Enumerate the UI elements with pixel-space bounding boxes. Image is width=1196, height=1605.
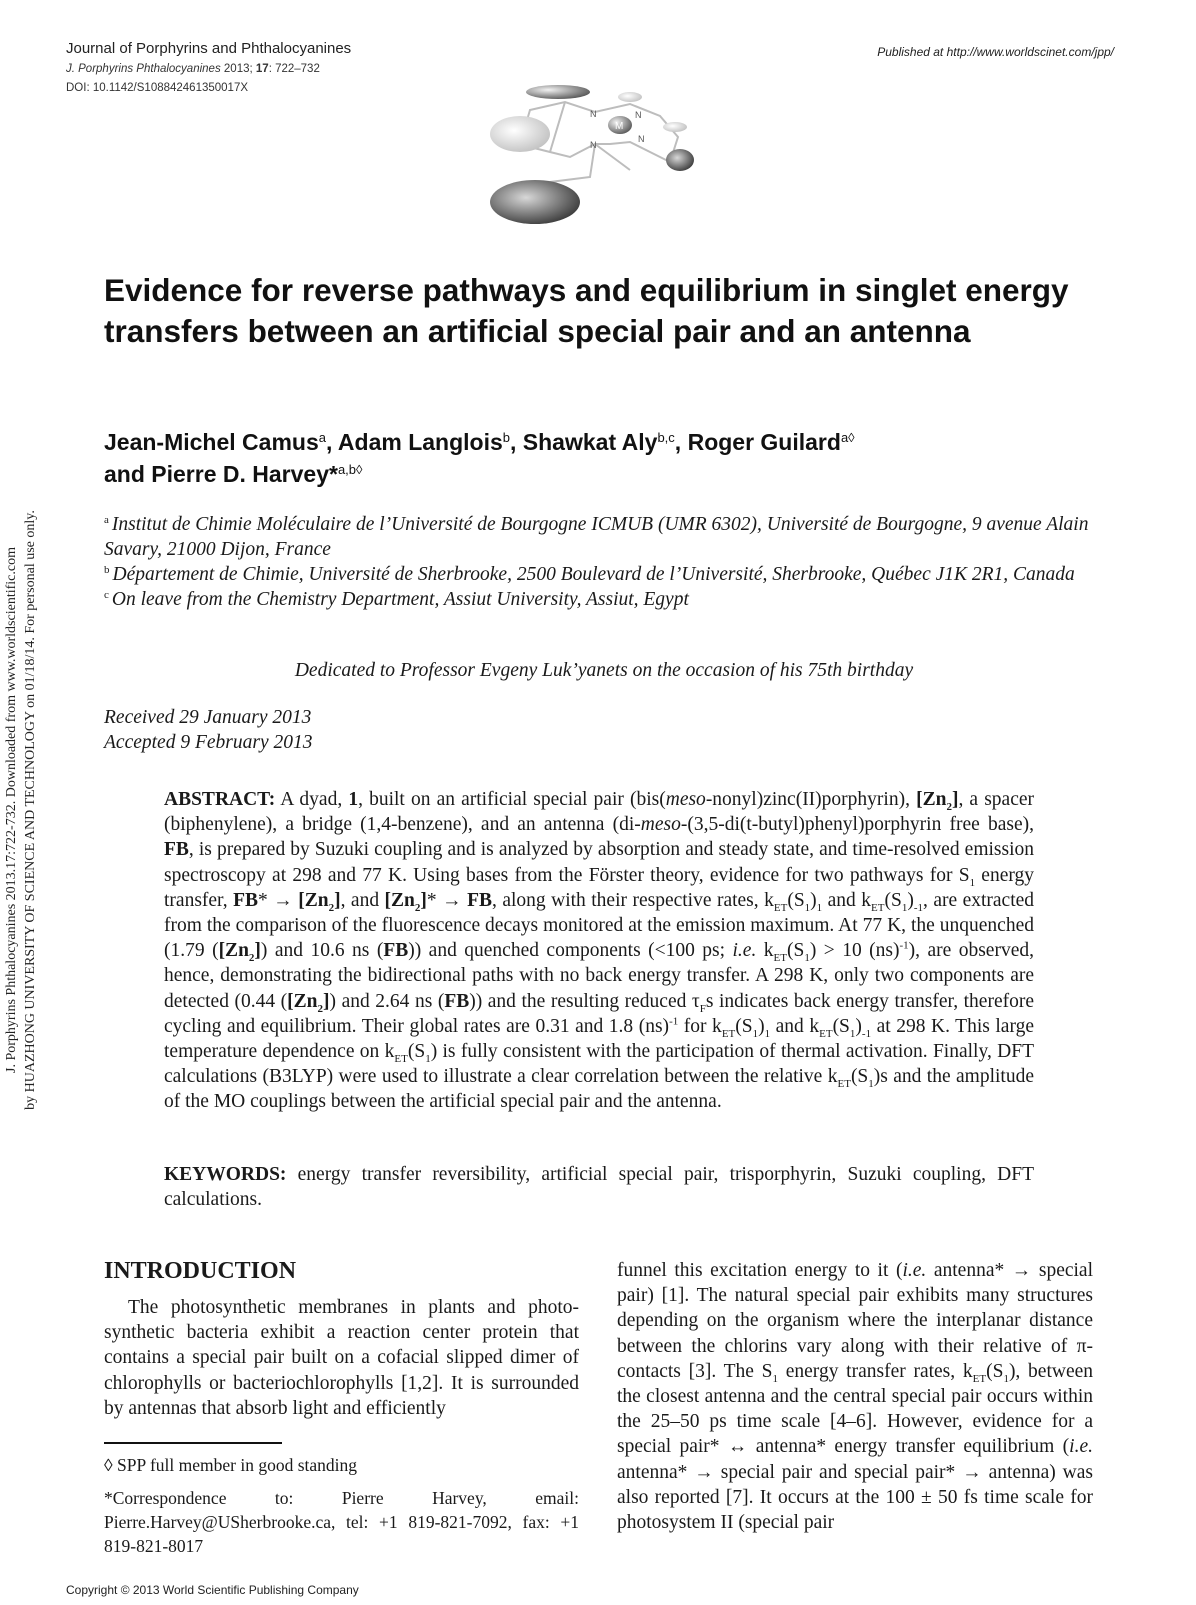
author-separator: , bbox=[674, 429, 688, 455]
article-title: Evidence for reverse pathways and equilibrium in singlet energy transfers between an artificial special pair and an antenna bbox=[104, 272, 1069, 349]
intro-paragraph: The photosynthetic membranes in plants and photosynthetic bacteria exhibit a reaction center protein that contains a special pair built on a cofacial slipped dimer of chlorophylls or bacteriochlorophylls [1,2]. It is surrounded by antennas that absorb light and efficiently bbox=[104, 1297, 579, 1419]
author-name: and Pierre D. Harvey* bbox=[104, 461, 338, 487]
affiliation-a bbox=[104, 512, 1114, 562]
author-separator: , bbox=[510, 429, 523, 455]
nitrogen-label: N bbox=[635, 110, 642, 120]
article-dates bbox=[104, 705, 312, 755]
author-name: Jean-Michel Camus bbox=[104, 429, 319, 455]
citation-volume: 17 bbox=[255, 63, 269, 75]
metal-label: M bbox=[615, 121, 624, 132]
nitrogen-label: N bbox=[590, 109, 597, 119]
dedication: Dedicated to Professor Evgeny Luk’yanets on the occasion of his 75th birthday bbox=[294, 660, 914, 681]
affiliations bbox=[104, 512, 1114, 612]
author-name: Roger Guilard bbox=[687, 429, 841, 455]
affiliation-c bbox=[104, 587, 1114, 612]
affiliation-text: Département de Chimie, Université de Sherbrooke, 2500 Boulevard de l’Université, Sherbrooke, Québec J1K 2R1, Canada bbox=[112, 564, 1075, 585]
intro-left-column bbox=[104, 1295, 579, 1421]
download-side-note bbox=[2, 450, 62, 1170]
intro-heading: INTRODUCTION bbox=[104, 1258, 297, 1284]
nitrogen-label: N bbox=[638, 134, 645, 144]
intro-right-column: funnel this excitation energy to it (i.e. antenna* → special pair) [1]. The natural special pair exhibits many structures depending on the organism where the interplanar distance between the chlorins vary along with their relative of π-contacts [3]. The $S_1$ energy transfer rates, $k_{ET}(S_1)$, between the closest antenna and the central special pair occurs within the 25–50 ps time scale [4–6]. However, evidence for a special pair* ↔ antenna* energy transfer equilibrium (i.e. antenna* → special pair and special pair* → antenna) was also reported [7]. It occurs at the 100 ± 50 fs time scale for photosystem II (special pair bbox=[617, 1260, 1094, 1534]
citation-pages: : 722–732 bbox=[268, 63, 320, 75]
keywords bbox=[164, 1162, 1034, 1212]
copyright: Copyright © 2013 World Scientific Publishing Company bbox=[66, 1583, 359, 1597]
author-name: Adam Langlois bbox=[337, 429, 503, 455]
affiliation-mark: c bbox=[104, 589, 109, 601]
abstract: ABSTRACT: A dyad, 1, built on an artificial special pair (bis(meso-nonyl)zinc(II)porphyrin), $[Zn_2]$, a spacer (biphenylene), a bridge (1,4-benzene), and an antenna (di-meso-(3,5-di(t-butyl)phenyl)porphyrin free base), FB, is prepared by Suzuki coupling and is analyzed by absorption and steady state, and time-resolved emission spectroscopy at 298 and 77 K. Using bases from the Förster theory, evidence for two pathways for $S_1$ energy transfer, $FB* \to [Zn_2]$, and $[Zn_2]*$ → FB, along with their respective rates, $k_{ET}(S_1)_1$ and $k_{ET}(S_1)_{-1}$, are extracted from the comparison of the fluorescence decays monitored at the emission maximum. At 77 K, the unquenched (1.79 $([Zn_2])$ and 10.6 ns (FB)) and quenched components (<100 ps; i.e. $k_{ET}(S_1) > 10$ (ns)$^{-1}$), are observed, hence, demonstrating the bidirectional paths with no back energy transfer. A 298 K, only two components are detected (0.44 $([Zn_2])$ and 2.64 ns (FB)) and the resulting reduced $\tau_Fs$ indicates back energy transfer, therefore cycling and equilibrium. Their global rates are 0.31 and 1.8 (ns)$^{-1}$ for $k_{ET}(S_1)_1$ and $k_{ET}(S_1)_{-1}$ at 298 K. This large temperature dependence on $k_{ET}(S_1)$ is fully consistent with the participation of thermal activation. Finally, DFT calculations (B3LYP) were used to illustrate a clear correlation between the relative $k_{ET}(S_1)s$ and the amplitude of the MO couplings between the artificial special pair and the antenna. bbox=[164, 789, 1035, 1113]
published-link[interactable]: Published at http://www.worldscinet.com/jpp/ bbox=[877, 45, 1114, 59]
nitrogen-label: N bbox=[590, 140, 597, 150]
affiliation-mark: a bbox=[104, 514, 109, 526]
author-separator: , bbox=[325, 429, 338, 455]
author-affiliation-mark: a,b◊ bbox=[337, 462, 363, 477]
footnote-spp: ◊ SPP full member in good standing bbox=[104, 1455, 357, 1475]
author-list bbox=[104, 426, 1104, 490]
keywords-text: energy transfer reversibility, artificial special pair, trisporphyrin, Suzuki coupling, DFT calculations. bbox=[164, 1164, 1035, 1211]
affiliation-b bbox=[104, 562, 1114, 587]
citation-year: 2013; bbox=[223, 63, 253, 75]
affiliation-mark: b bbox=[104, 564, 110, 576]
affiliation-text: On leave from the Chemistry Department, Assiut University, Assiut, Egypt bbox=[111, 589, 689, 610]
accepted-date: Accepted 9 February 2013 bbox=[104, 732, 313, 753]
side-note-line-1: J. Porphyrins Phthalocyanines 2013.17:722-732. Downloaded from www.worldscientific.com bbox=[4, 547, 19, 1073]
journal-doi: DOI: 10.1142/S108842461350017X bbox=[66, 82, 249, 94]
author-name: Shawkat Aly bbox=[522, 429, 658, 455]
side-note-line-2: by HUAZHONG UNIVERSITY OF SCIENCE AND TECHNOLOGY on 01/18/14. For personal use only. bbox=[23, 510, 38, 1110]
author-affiliation-mark: b bbox=[502, 430, 511, 445]
author-affiliation-mark: a bbox=[318, 430, 326, 445]
porphyrin-molecule-logo bbox=[470, 82, 732, 232]
received-date: Received 29 January 2013 bbox=[104, 707, 312, 728]
abstract-label: ABSTRACT: bbox=[164, 789, 276, 810]
keywords-label: KEYWORDS: bbox=[164, 1164, 287, 1185]
journal-name: Journal of Porphyrins and Phthalocyanines bbox=[66, 40, 352, 57]
footnote-correspondence: *Correspondence to: Pierre Harvey, email: Pierre.Harvey@USherbrooke.ca, tel: +1 819-821-7092, fax: +1 819-821-8017 bbox=[104, 1488, 579, 1556]
citation-journal: J. Porphyrins Phthalocyanines bbox=[66, 63, 221, 75]
author-affiliation-mark: a◊ bbox=[840, 430, 855, 445]
affiliation-text: Institut de Chimie Moléculaire de l’Université de Bourgogne ICMUB (UMR 6302), Université de Bourgogne, 9 avenue Alain Savary, 21000 Dijon, France bbox=[104, 514, 1089, 560]
footnote-divider bbox=[104, 1442, 282, 1444]
journal-citation bbox=[66, 63, 320, 75]
author-affiliation-mark: b,c bbox=[657, 430, 675, 445]
